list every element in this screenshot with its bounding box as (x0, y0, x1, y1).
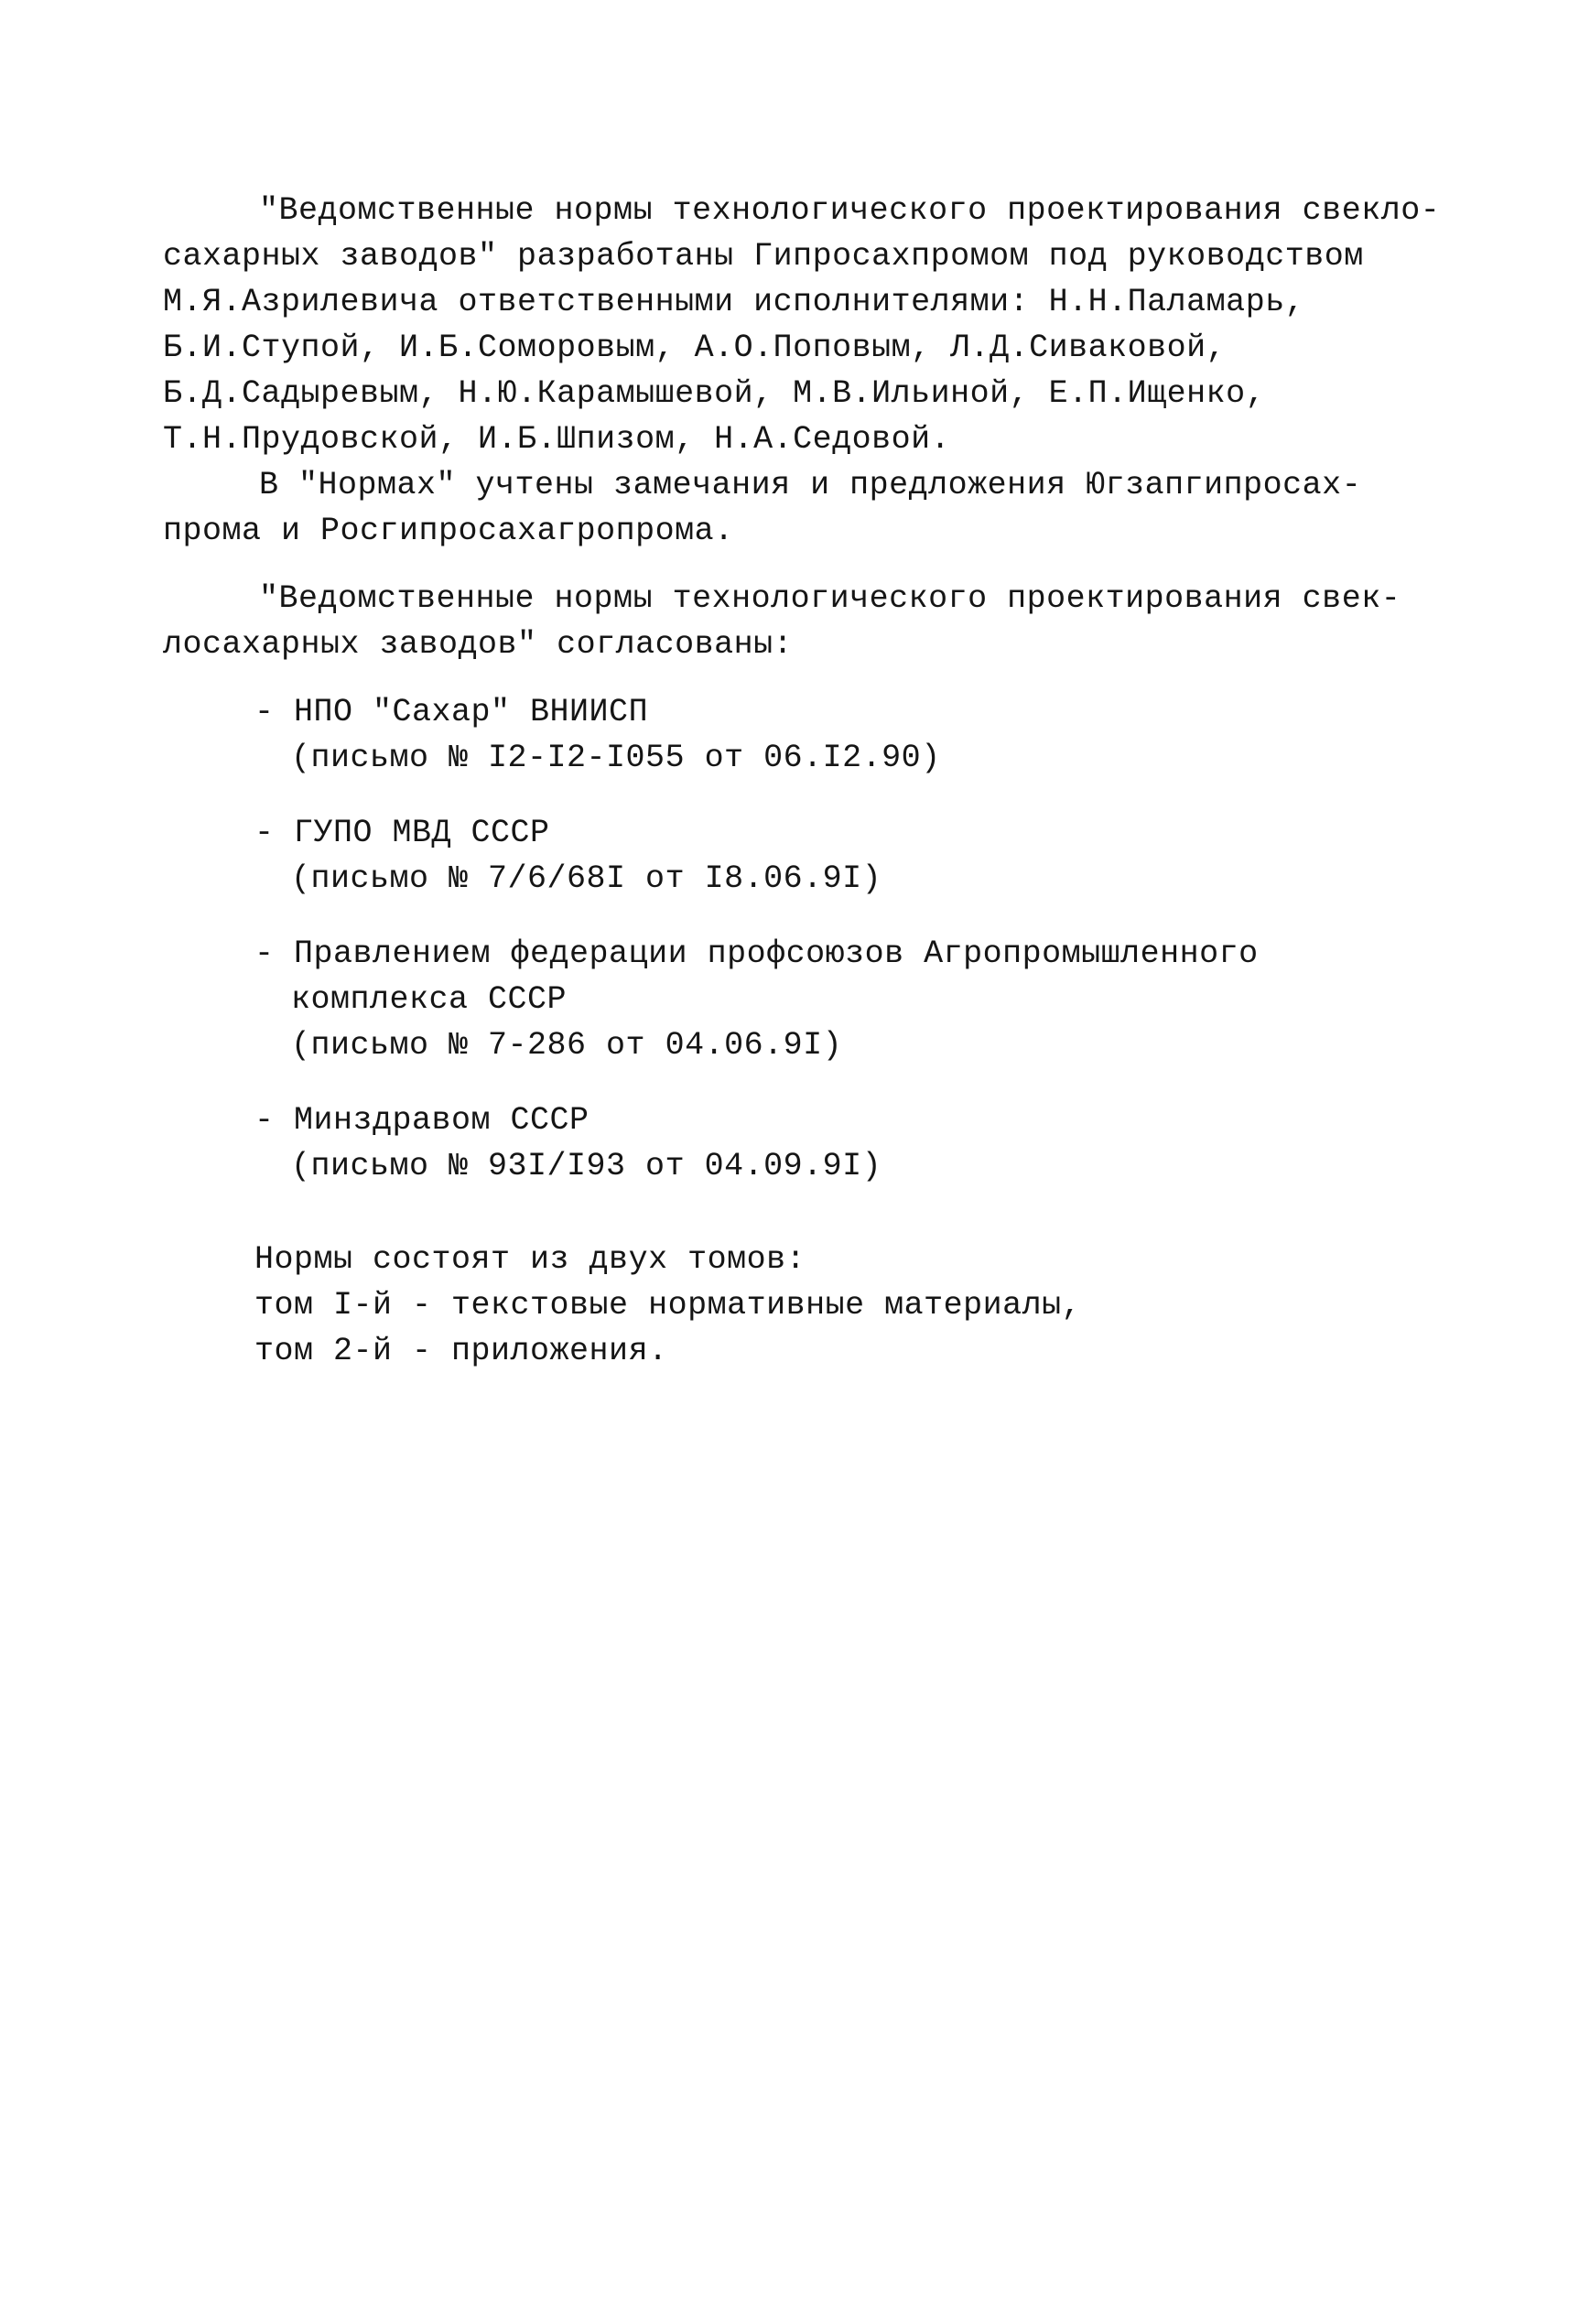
text-line: прома и Росгипросахагропрома. (163, 513, 734, 549)
text-line: М.Я.Азрилевича ответственными исполнителями: Н.Н.Паламарь, (163, 284, 1305, 320)
volumes-info (163, 1237, 1380, 1374)
volume-item: том 2-й - приложения. (254, 1333, 668, 1369)
approval-item (254, 810, 1380, 902)
approval-organization: - ГУПО МВД СССР (254, 815, 550, 851)
approval-item (254, 689, 1380, 781)
approval-item (254, 931, 1380, 1068)
text-line: "Ведомственные нормы технологического проектирования свекло- (259, 192, 1441, 229)
approval-organization: - Правлением федерации профсоюзов Агропромышленного (254, 935, 1259, 972)
text-line: Б.Д.Садыревым, Н.Ю.Карамышевой, М.В.Ильиной, Е.П.Ищенко, (163, 375, 1266, 412)
volumes-heading: Нормы состоят из двух томов: (254, 1241, 806, 1278)
paragraph-approved (163, 576, 1401, 667)
text-line: лосахарных заводов" согласованы: (163, 626, 794, 663)
spacer (163, 554, 1380, 576)
text-line: Б.И.Ступой, И.Б.Соморовым, А.О.Поповым, Л.Д.Сиваковой, (163, 330, 1227, 366)
approval-item (254, 1097, 1380, 1189)
paragraph-authors (163, 188, 1441, 462)
text-line: Т.Н.Прудовской, И.Б.Шпизом, Н.А.Седовой. (163, 421, 951, 458)
approval-organization-continued: комплекса СССР (291, 981, 568, 1018)
text-line: "Ведомственные нормы технологического проектирования свек- (259, 580, 1401, 617)
approval-organization: - Минздравом СССР (254, 1102, 589, 1139)
document-text (163, 188, 1441, 1374)
approval-letter: (письмо № I2-I2-I055 от 06.I2.90) (291, 740, 941, 776)
volume-item: том I-й - текстовые нормативные материалы, (254, 1287, 1082, 1324)
approval-letter: (письмо № 7/6/68I от I8.06.9I) (291, 860, 882, 897)
text-line: сахарных заводов" разработаны Гипросахпромом под руководством (163, 238, 1364, 275)
approval-letter: (письмо № 93I/I93 от 04.09.9I) (291, 1148, 882, 1184)
approval-letter: (письмо № 7-286 от 04.06.9I) (291, 1027, 843, 1064)
text-line: В "Нормах" учтены замечания и предложения Югзапгипросах- (259, 467, 1362, 503)
approval-organization: - НПО "Сахар" ВНИИСП (254, 694, 649, 730)
paragraph-remarks (163, 462, 1380, 554)
approval-list (163, 689, 1380, 1189)
